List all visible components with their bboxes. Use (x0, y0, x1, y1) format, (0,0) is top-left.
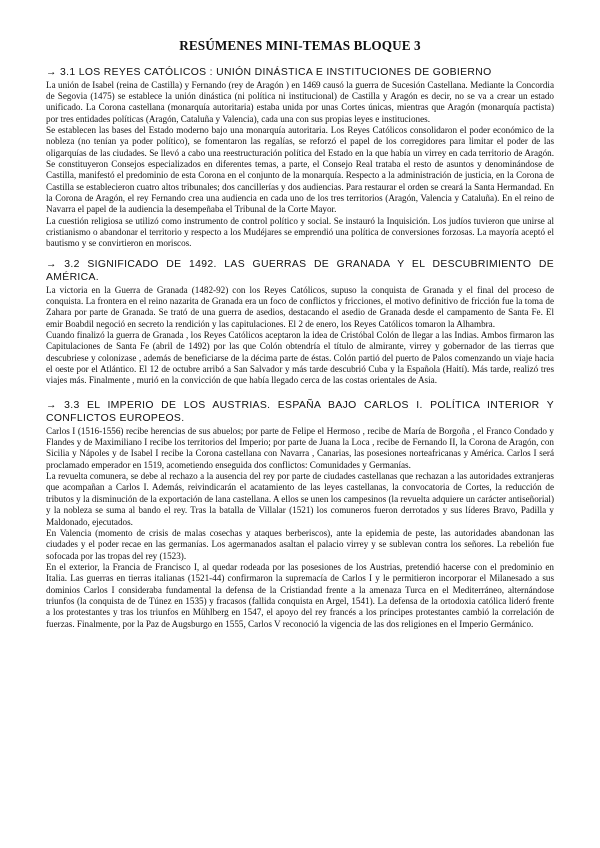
section-heading: → 3.3 EL IMPERIO DE LOS AUSTRIAS. ESPAÑA BAJO CARLOS I. POLÍTICA INTERIOR Y CONFLICTOS EUROPEOS. (46, 399, 554, 425)
paragraph: Carlos I (1516-1556) recibe herencias de sus abuelos; por parte de Felipe el Hermoso , recibe de María de Borgoña , el Franco Condado y Flandes y de Maximiliano I recibe los territorios del Imperio; por parte de Juana la Loca , recibe de Fernando II, la Corona de Aragón, con Sicilia y Nápoles y de Isabel I recibe la Corona castellana con Navarra , Canarias, las posesiones norteafricanas y América. Carlos I será proclamado emperador en 1519, acometiendo enseguida dos conflictos: Comunidades y Germanías. (46, 425, 554, 470)
section-3-1 (46, 66, 554, 250)
paragraph: La cuestión religiosa se utilizó como instrumento de control político y social. Se instauró la Inquisición. Los judíos tuvieron que unirse al cristianismo o abandonar el territorio y respecto a los Mudéjares se emprendió una política de conversiones forzosas. La mayoría aceptó el bautismo y se convirtieron en moriscos. (46, 215, 554, 249)
paragraph: En Valencia (momento de crisis de malas cosechas y ataques berberiscos), ante la epidemia de peste, las autoridades abandonan las ciudades y el poder recae en las germanías. Los agermanados asaltan el palacio virrey y se sublevan contra los señores. La rebelión fue sofocada por las tropas del rey (1523). (46, 527, 554, 561)
section-heading: → 3.1 LOS REYES CATÓLICOS : UNIÓN DINÁSTICA E INSTITUCIONES DE GOBIERNO (46, 67, 492, 78)
paragraph: La unión de Isabel (reina de Castilla) y Fernando (rey de Aragón ) en 1469 causó la guerra de Sucesión Castellana. Mediante la Concordia de Segovia (1475) se establece la unión dinástica (ni política ni institucional) de Castilla y Aragón es decir, no se va a crear un estado unificado. La Corona castellana (monarquía autoritaria) estaba unida por unas Cortes únicas, mientras que Aragón (monarquía pactista) por tres entidades políticas (Aragón, Cataluña y Valencia), cada una con sus propias leyes e instituciones. (46, 79, 554, 124)
document-body (46, 66, 554, 630)
section-heading: → 3.2 SIGNIFICADO DE 1492. LAS GUERRAS DE GRANADA Y EL DESCUBRIMIENTO DE AMÉRICA. (46, 258, 554, 284)
document-title: RESÚMENES MINI-TEMAS BLOQUE 3 (179, 38, 421, 53)
section-spacer (46, 387, 554, 399)
paragraph: Se establecen las bases del Estado moderno bajo una monarquía autoritaria. Los Reyes Católicos consolidaron el poder económico de la nobleza (no tenían ya poder político), se fomentaron las regalías, se reforzó el papel de los corregidores para limitar el poder de las oligarquías de las ciudades. Se llevó a cabo una reestructuración política del Estado en la que había un virrey en cada territorio de Aragón. Se constituyeron Consejos especializados en diferentes temas, a parte, el Consejo Real trataba el resto de asuntos y denominándose de Castilla, manifestó el predominio de esta Corona en el conjunto de la monarquía. Respecto a la administración de justicia, en la Corona de Castilla se establecieron cuatro altos tribunales; dos cancillerías y dos audiencias. Para restaurar el orden se creará la Santa Hermandad. En la Corona de Aragón, el rey Fernando crea una audiencia en cada uno de los tres territorios (Aragón, Valencia y Cataluña). En el reino de Navarra el papel de la audiencia la desempeñaba el Tribunal de la Corte Mayor. (46, 124, 554, 215)
section-3-2 (46, 258, 554, 387)
paragraph: La revuelta comunera, se debe al rechazo a la ausencia del rey por parte de ciudades castellanas que rechazan a las autoridades extranjeras que acompañan a Carlos I. Además, reivindicarán el acatamiento de las leyes castellanas, la convocatoria de Cortes, la reducción de tributos y la disminución de la exportación de lana castellana. A ellos se unen los campesinos (la revuelta adquiere un carácter antiseñorial) y la nobleza se suma al bando el rey. Tras la batalla de Villalar (1521) los comuneros fueron derrotados y sus líderes Bravo, Padilla y Maldonado, ejecutados. (46, 471, 554, 527)
paragraph: Cuando finalizó la guerra de Granada , los Reyes Católicos aceptaron la idea de Cristóbal Colón de llegar a las Indias. Ambos firmaron las Capitulaciones de Santa Fe (abril de 1492) por las que Colón obtendría el título de almirante, virrey y gobernador de las tierras que descubriese y colonizase , además de beneficiarse de la décima parte de éstas. Colón partió del puerto de Palos comenzando un viaje hacia el oeste por el Atlántico. El 12 de octubre arribó a San Salvador y más tarde descubrió Cuba y la Española (Haití). Más tarde, realizó tres viajes más. Finalmente , murió en la convicción de que había llegado cerca de las costas orientales de Asia. (46, 330, 554, 386)
section-3-3 (46, 399, 554, 630)
section-spacer (46, 250, 554, 258)
paragraph: En el exterior, la Francia de Francisco I, al quedar rodeada por las posesiones de los Austrias, pretendió hacerse con el predominio en Italia. Las guerras en tierras italianas (1521-44) confirmaron la supremacía de Carlos I y le permitieron incorporar el Milanesado a sus dominios Carlos I consideraba fundamental la defensa de la Cristiandad frente a la amenaza Turca en el Mediterráneo, alternándose triunfos (la conquista de de Túnez en 1535) y fracasos (fallida conquista en Argel, 1541). La defensa de la ortodoxia católica lideró frente a los protestantes y tras los triunfos en Mühlberg en 1547, el apoyo del rey francés a los príncipes protestantes cambió la correlación de fuerzas. Finalmente, por la Paz de Augsburgo en 1555, Carlos V reconoció la vigencia de las dos religiones en el Imperio Germánico. (46, 561, 554, 629)
paragraph: La victoria en la Guerra de Granada (1482-92) con los Reyes Católicos, supuso la conquista de Granada y el final del proceso de conquista. La frontera en el reino nazarita de Granada era un foco de conflictos y fricciones, el motivo definitivo de fricción fue la toma de Zahara por parte de Granada. Se trató de una guerra de asedios, destacando el asedio de Granada desde el campamento de Santa Fe. El emir Boabdil negoció en secreto la rendición y las capitulaciones. El 2 de enero, los Reyes Católicos tomaron la Alhambra. (46, 284, 554, 329)
